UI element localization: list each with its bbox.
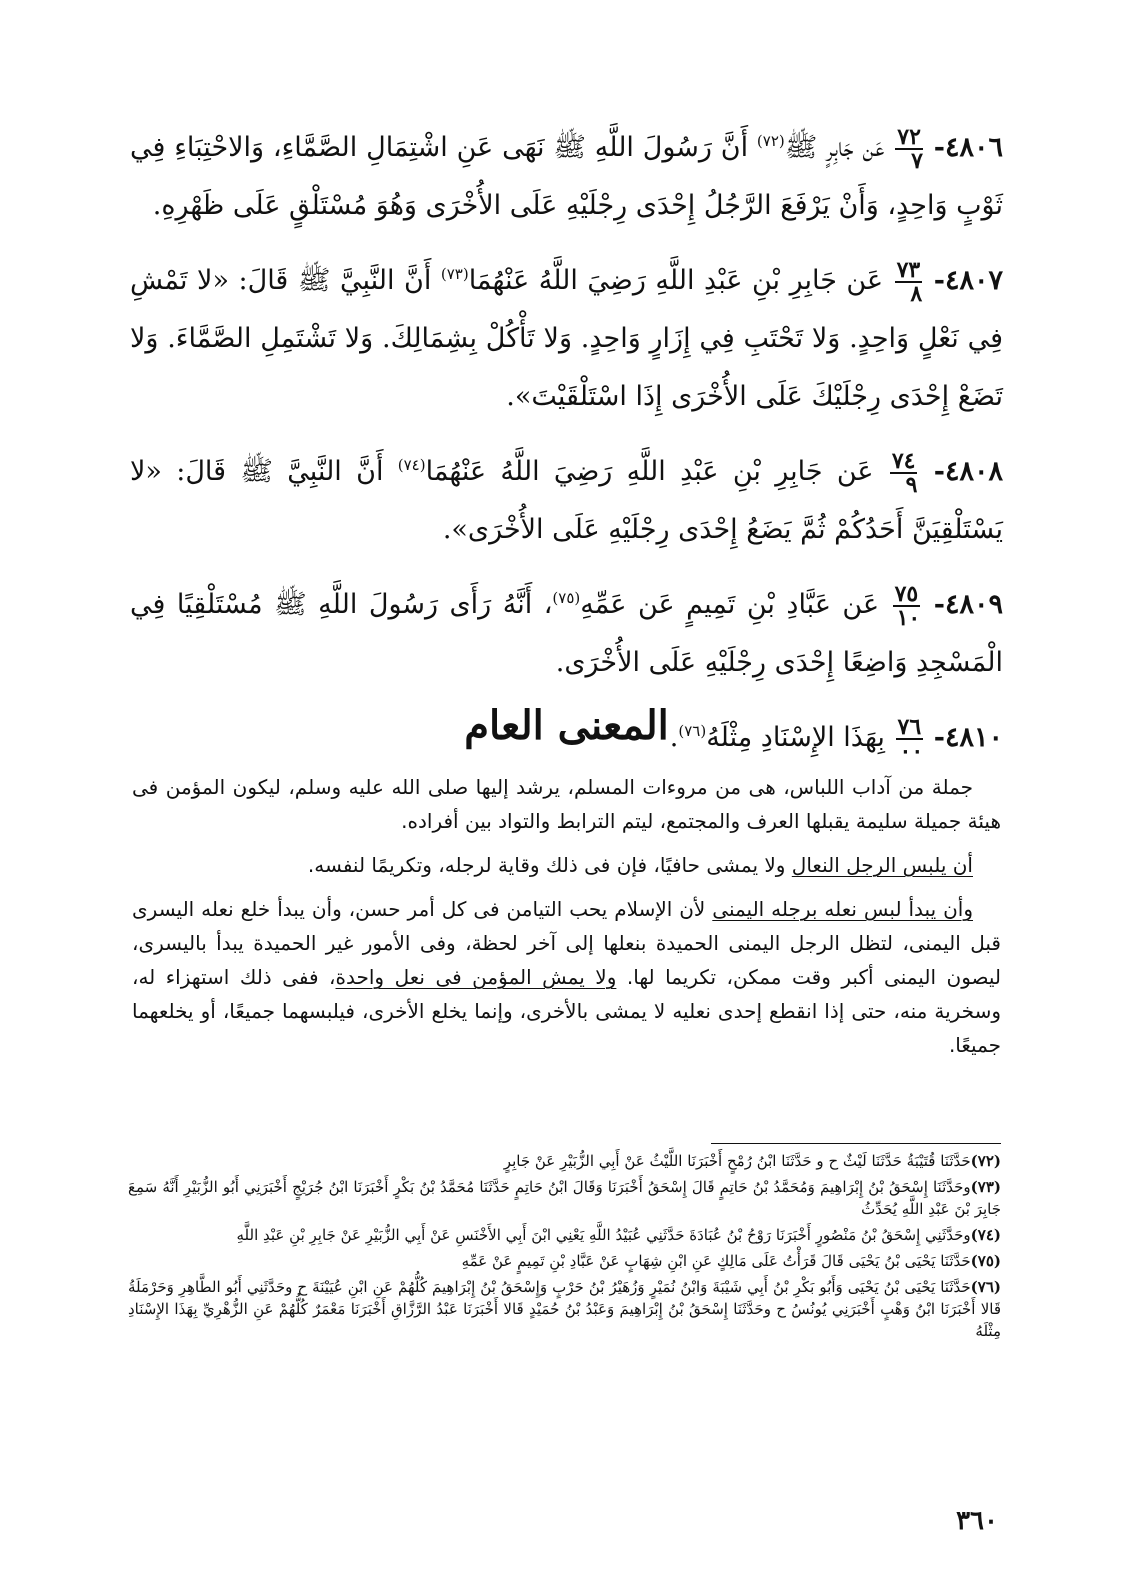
footnote: (٧٤)وحَدَّثَنِي إِسْحَقُ بْنُ مَنْصُورٍ أَخْبَرَنَا رَوْحُ بْنُ عُبَادَةَ حَدَّثَنِي عُبَيْدُ اللَّهِ يَعْنِي ابْنَ أَبِي الأَخْنَسِ عَنْ أَبِي الزُّبَيْرِ عَنْ جَابِرِ بْنِ عَبْدِ اللَّهِ [236,1226,1001,1244]
hadith-text: أَنَّ النَّبِيَّ ﷺ قَالَ: «لا يَسْتَلْقِيَنَّ أَحَدُكُمْ ثُمَّ يَضَعُ إِحْدَى رِجْلَيْهِ عَلَى الأُخْرَى». [130,456,1003,545]
hadith-4806 [130,112,1003,235]
hadith-text: بِهَذَا الإِسْنَادِ مِثْلَهُ [706,722,885,753]
commentary [132,770,1001,1072]
footnotes [128,1150,1001,1346]
hadith-4809 [130,569,1003,692]
paragraph-sandals: أن يلبس الرجل النعال ولا يمشى حافيًا، فإن فى ذلك وقاية لرجله، وتكريمًا لنفسه. [307,853,973,877]
hadith-chain: عَن جَابِرِ بْنِ عَبْدِ اللَّهِ رَضِيَ اللَّهُ عَنْهُمَا [468,265,884,296]
underlined-phrase: ولا يمش المؤمن فى نعل واحدة [335,965,617,989]
hadith-fraction: $\frac{٧٣}{٨}$ [896,256,923,307]
hadith-chain: عَن جَابِرٍ ﷺ [784,132,885,163]
hadith-text-end: . [669,722,679,753]
footnote: (٧٣)وحَدَّثَنَا إِسْحَقُ بْنُ إِبْرَاهِيمَ وَمُحَمَّدُ بْنُ حَاتِمٍ قَالَ إِسْحَقُ أَخْبَرَنَا وَقَالَ ابْنُ حَاتِمٍ حَدَّثَنَا مُحَمَّدُ بْنُ بَكْرٍ أَخْبَرَنَا ابْنُ جُرَيْجٍ أَخْبَرَنِي أَبُو الزُّبَيْرِ أَنَّهُ سَمِعَ جَابِرَ بْنَ عَبْدِ اللَّهِ يُحَدِّثُ [128,1178,1001,1218]
footnote-ref: (٧٦) [678,722,707,740]
section-title: المعنى العام [464,702,669,749]
underlined-phrase: أن يلبس الرجل النعال [791,853,973,877]
hadith-text: ، أَنَّهُ رَأَى رَسُولَ اللَّهِ ﷺ مُسْتَلْقِيًا فِي الْمَسْجِدِ وَاضِعًا إِحْدَى رِجْلَيْهِ عَلَى الأُخْرَى. [130,589,1003,678]
hadith-number: ٤٨٠٩- [933,589,1003,620]
footnote-ref: (٧٥) [552,589,581,607]
hadith-chain: عَن عَبَّادِ بْنِ تَمِيمٍ عَن عَمِّهِ [580,589,880,620]
page-number: ٣٦٠ [956,1506,998,1536]
footnote-ref: (٧٤) [397,456,426,474]
footnote-ref: (٧٢) [756,132,785,150]
hadith-number: ٤٨٠٨- [933,456,1003,487]
hadith-fraction: $\frac{٧٦}{٠٠}$ [897,713,924,764]
footnote-ref: (٧٣) [440,265,469,283]
hadith-fraction: $\frac{٧٥}{١٠}$ [894,580,921,631]
hadith-fraction: $\frac{٧٢}{٧}$ [897,123,923,174]
paragraph-intro: جملة من آداب اللباس، هى من مروءات المسلم، يرشد إليها صلى الله عليه وسلم، ليكون المؤمن فى هيئة جميلة سليمة يقبلها العرف والمجتمع، ليتم الترابط والتواد بين أفراده. [132,775,1001,833]
hadith-list [130,112,1003,777]
underlined-phrase: وأن يبدأ لبس نعله برجله اليمنى [712,897,973,921]
hadith-fraction: $\frac{٧٤}{٩}$ [891,447,918,498]
hadith-text: أَنَّ رَسُولَ اللَّهِ ﷺ نَهَى عَنِ اشْتِمَالِ الصَّمَّاءِ، وَالاحْتِبَاءِ فِي ثَوْبٍ وَاحِدٍ، وَأَنْ يَرْفَعَ الرَّجُلُ إِحْدَى رِجْلَيْهِ عَلَى الأُخْرَى وَهُوَ مُسْتَلْقٍ عَلَى ظَهْرِهِ. [130,132,1003,221]
hadith-number: ٤٨٠٧- [933,265,1003,296]
footnote-divider [711,1143,1001,1144]
footnote: (٧٥)حَدَّثَنَا يَحْيَى بْنُ يَحْيَى قَالَ قَرَأْتُ عَلَى مَالِكٍ عَنِ ابْنِ شِهَابٍ عَنْ عَبَّادِ بْنِ تَمِيمٍ عَنْ عَمِّهِ [461,1252,1001,1270]
hadith-text: أَنَّ النَّبِيَّ ﷺ قَالَ: «لا تَمْشِ فِي نَعْلٍ وَاحِدٍ. وَلا تَحْتَبِ فِي إِزَارٍ وَاحِدٍ. وَلا تَأْكُلْ بِشِمَالِكَ. وَلا تَشْتَمِلِ الصَّمَّاءَ. وَلا تَضَعْ إِحْدَى رِجْلَيْكَ عَلَى الأُخْرَى إِذَا اسْتَلْقَيْتَ». [130,265,1003,412]
hadith-number: ٤٨٠٦- [933,132,1003,163]
hadith-number: ٤٨١٠- [933,722,1003,753]
paragraph-right-foot: وأن يبدأ لبس نعله برجله اليمنى لأن الإسلام يحب التيامن فى كل أمر حسن، وأن يبدأ خلع نعله اليسرى قبل اليمنى، لتظل الرجل اليمنى الحميدة بنعلها إلى آخر لحظة، وفى الأمور غير الحميدة يبدأ باليسرى، ليصون اليمنى أكبر وقت ممكن، تكريما لها. ولا يمش المؤمن فى نعل واحدة، ففى ذلك استهزاء له، وسخرية منه، حتى إذا انقطع إحدى نعليه لا يمشى بالأخرى، وإنما يخلع الأخرى، فيلبسهما جميعًا، أو يخلعهما جميعًا. [132,897,1001,1057]
footnote: (٧٢)حَدَّثَنَا قُتَيْبَةُ حَدَّثَنَا لَيْثٌ ح و حَدَّثَنَا ابْنُ رُمْحٍ أَخْبَرَنَا اللَّيْثُ عَنْ أَبِي الزُّبَيْرِ عَنْ جَابِرٍ [503,1152,1001,1170]
hadith-4807 [130,245,1003,426]
hadith-4808 [130,436,1003,559]
hadith-chain: عَن جَابِرِ بْنِ عَبْدِ اللَّهِ رَضِيَ اللَّهُ عَنْهُمَا [425,456,874,487]
footnote: (٧٦)حَدَّثَنَا يَحْيَى بْنُ يَحْيَى وَأَبُو بَكْرِ بْنُ أَبِي شَيْبَةَ وَابْنُ نُمَيْرٍ وَزُهَيْرُ بْنُ حَرْبٍ وَإِسْحَقُ بْنُ إِبْرَاهِيمَ كُلُّهُمْ عَنِ ابْنِ عُيَيْنَةَ ح وحَدَّثَنِي أَبُو الطَّاهِرِ وَحَرْمَلَةُ قَالا أَخْبَرَنَا ابْنُ وَهْبٍ أَخْبَرَنِي يُونُسُ ح وحَدَّثَنَا إِسْحَقُ بْنُ إِبْرَاهِيمَ وَعَبْدُ بْنُ حُمَيْدٍ قَالا أَخْبَرَنَا عَبْدُ الرَّزَّاقِ أَخْبَرَنَا مَعْمَرٌ كُلُّهُمْ عَنِ الزُّهْرِيِّ بِهَذَا الإِسْنَادِ مِثْلَهُ [128,1278,1001,1340]
